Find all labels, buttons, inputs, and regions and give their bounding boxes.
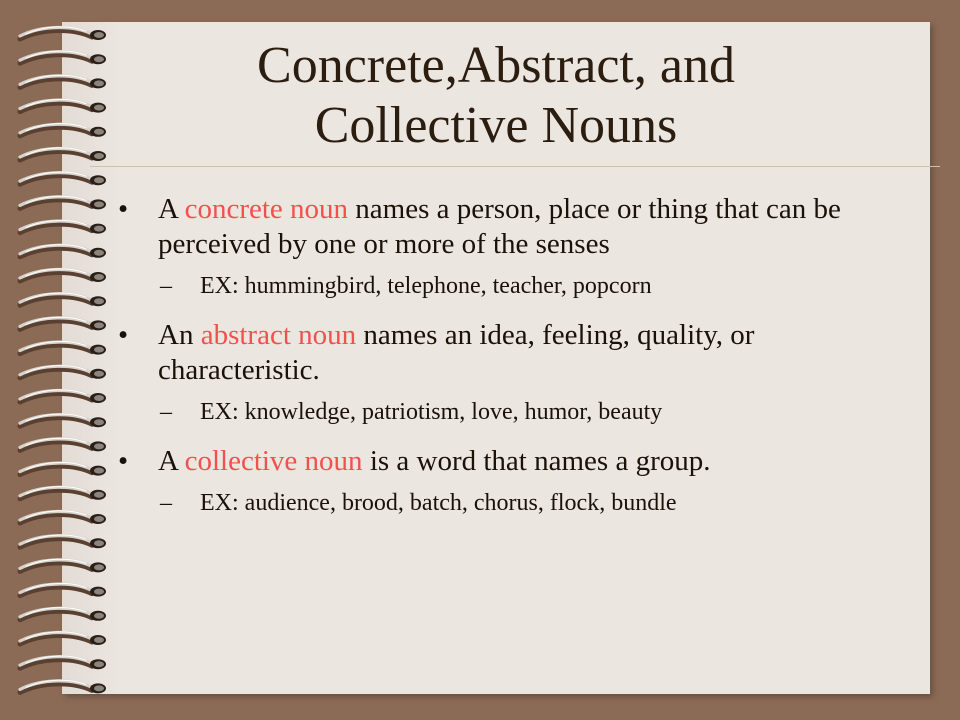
spiral-coil	[20, 535, 106, 548]
bullet-text-rest: is a word that names a group.	[362, 445, 711, 477]
spiral-coil	[20, 414, 106, 427]
spiral-coil	[20, 293, 106, 306]
spiral-coil	[20, 608, 106, 621]
example-text: EX: knowledge, patriotism, love, humor, beauty	[200, 399, 663, 425]
spiral-coil	[20, 656, 106, 669]
sub-dash: –	[160, 273, 172, 299]
spiral-coil	[20, 245, 106, 258]
spiral-coil	[20, 269, 106, 282]
bullet-text-lead: A	[158, 445, 185, 477]
term-highlight: concrete noun	[184, 193, 349, 225]
example-abstract	[118, 397, 908, 427]
term-highlight: collective noun	[184, 445, 363, 477]
example-text: EX: audience, brood, batch, chorus, flock, bundle	[200, 490, 677, 516]
bullet-text-lead: An	[158, 319, 201, 351]
spiral-coil	[20, 559, 106, 572]
bullet-dot: •	[118, 445, 129, 477]
spiral-coil	[20, 172, 106, 185]
bullet-concrete-noun	[118, 192, 908, 262]
bullet-collective-noun	[118, 444, 908, 479]
example-concrete	[118, 271, 908, 301]
title-divider	[90, 166, 940, 167]
spiral-coil	[20, 487, 106, 500]
spiral-coil	[20, 680, 106, 693]
spiral-coil	[20, 317, 106, 330]
spiral-coil	[20, 366, 106, 379]
bullet-text-lead: A	[158, 193, 185, 225]
bullet-text-rest: names a person, place or thing that can be perceived by one or more of the senses	[158, 193, 841, 260]
spiral-coil	[20, 220, 106, 233]
spiral-coil	[20, 462, 106, 475]
title-line-2: Collective Nouns	[314, 97, 678, 154]
example-collective	[118, 488, 908, 518]
spiral-coil	[20, 632, 106, 645]
bullet-dot: •	[118, 319, 129, 351]
bullet-text-rest: names an idea, feeling, quality, or characteristic.	[158, 319, 755, 386]
slide-body	[118, 192, 908, 535]
spiral-coil	[20, 438, 106, 451]
slide-title	[62, 36, 930, 156]
spiral-coil	[20, 511, 106, 524]
term-highlight: abstract noun	[200, 319, 357, 351]
title-line-1: Concrete,Abstract, and	[257, 37, 735, 94]
spiral-coil	[20, 341, 106, 354]
bullet-abstract-noun	[118, 318, 908, 388]
sub-dash: –	[160, 490, 172, 516]
spiral-coil	[20, 196, 106, 209]
spiral-coil	[20, 390, 106, 403]
bullet-dot: •	[118, 193, 129, 225]
spiral-coil	[20, 583, 106, 596]
example-text: EX: hummingbird, telephone, teacher, popcorn	[200, 273, 652, 299]
sub-dash: –	[160, 399, 172, 425]
